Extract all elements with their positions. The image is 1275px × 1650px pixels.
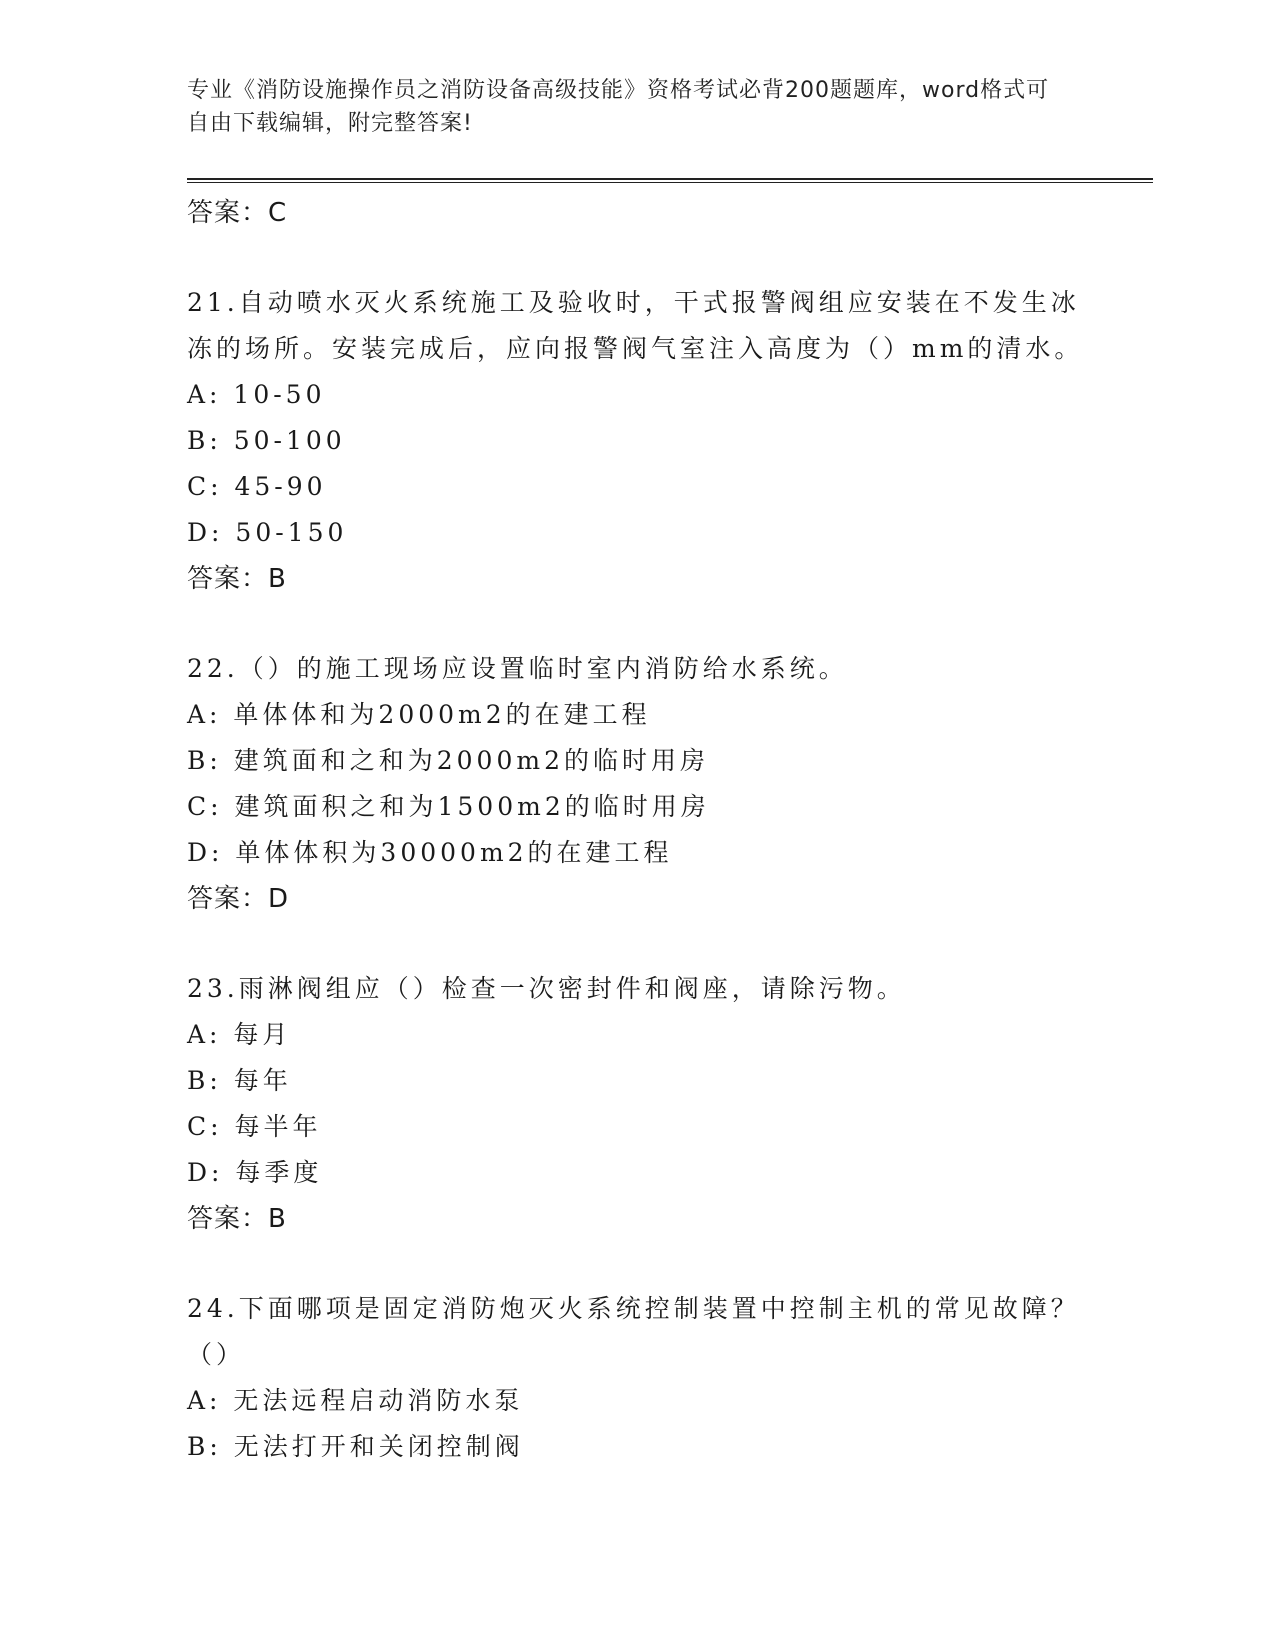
question-stem-continued: （） — [187, 1340, 246, 1369]
option-b: B: 无法打开和关闭控制阀 — [187, 1432, 524, 1461]
answer-q20: 答案：C — [187, 198, 288, 228]
question-stem: 21.自动喷水灭火系统施工及验收时，干式报警阀组应安装在不发生冰 — [187, 288, 1080, 317]
option-b: B: 每年 — [187, 1066, 292, 1095]
question-stem: 23.雨淋阀组应（）检查一次密封件和阀座，请除污物。 — [187, 974, 906, 1003]
option-d: D: 单体体积为30000m2的在建工程 — [187, 838, 673, 867]
option-d: D: 每季度 — [187, 1158, 323, 1187]
option-c: C: 45-90 — [187, 472, 327, 501]
option-a: A: 10-50 — [187, 380, 326, 409]
question-21 — [187, 280, 1087, 602]
option-b: B: 建筑面和之和为2000m2的临时用房 — [187, 746, 709, 775]
option-b: B: 50-100 — [187, 426, 346, 455]
answer-q21: 答案：B — [187, 564, 287, 594]
answer-q23: 答案：B — [187, 1204, 287, 1234]
question-list — [187, 188, 1087, 1470]
question-22 — [187, 646, 1087, 922]
question-24 — [187, 1286, 1087, 1470]
option-a: A: 每月 — [187, 1020, 292, 1049]
answer-q22: 答案：D — [187, 884, 290, 914]
question-stem: 24.下面哪项是固定消防炮灭火系统控制装置中控制主机的常见故障？ — [187, 1294, 1080, 1323]
header-rule-thin — [187, 182, 1153, 183]
header-rule-thick — [187, 178, 1153, 180]
question-23 — [187, 966, 1087, 1242]
option-c: C: 每半年 — [187, 1112, 322, 1141]
document-header-intro: 专业《消防设施操作员之消防设备高级技能》资格考试必背200题题库，word格式可自由下载编辑，附完整答案! — [187, 78, 1050, 136]
question-stem-continued: 冻的场所。安装完成后，应向报警阀气室注入高度为（）mm的清水。 — [187, 334, 1084, 363]
option-c: C: 建筑面积之和为1500m2的临时用房 — [187, 792, 710, 821]
option-a: A: 单体体和为2000m2的在建工程 — [187, 700, 651, 729]
option-a: A: 无法远程启动消防水泵 — [187, 1386, 524, 1415]
option-d: D: 50-150 — [187, 518, 348, 547]
question-stem: 22.（）的施工现场应设置临时室内消防给水系统。 — [187, 654, 848, 683]
